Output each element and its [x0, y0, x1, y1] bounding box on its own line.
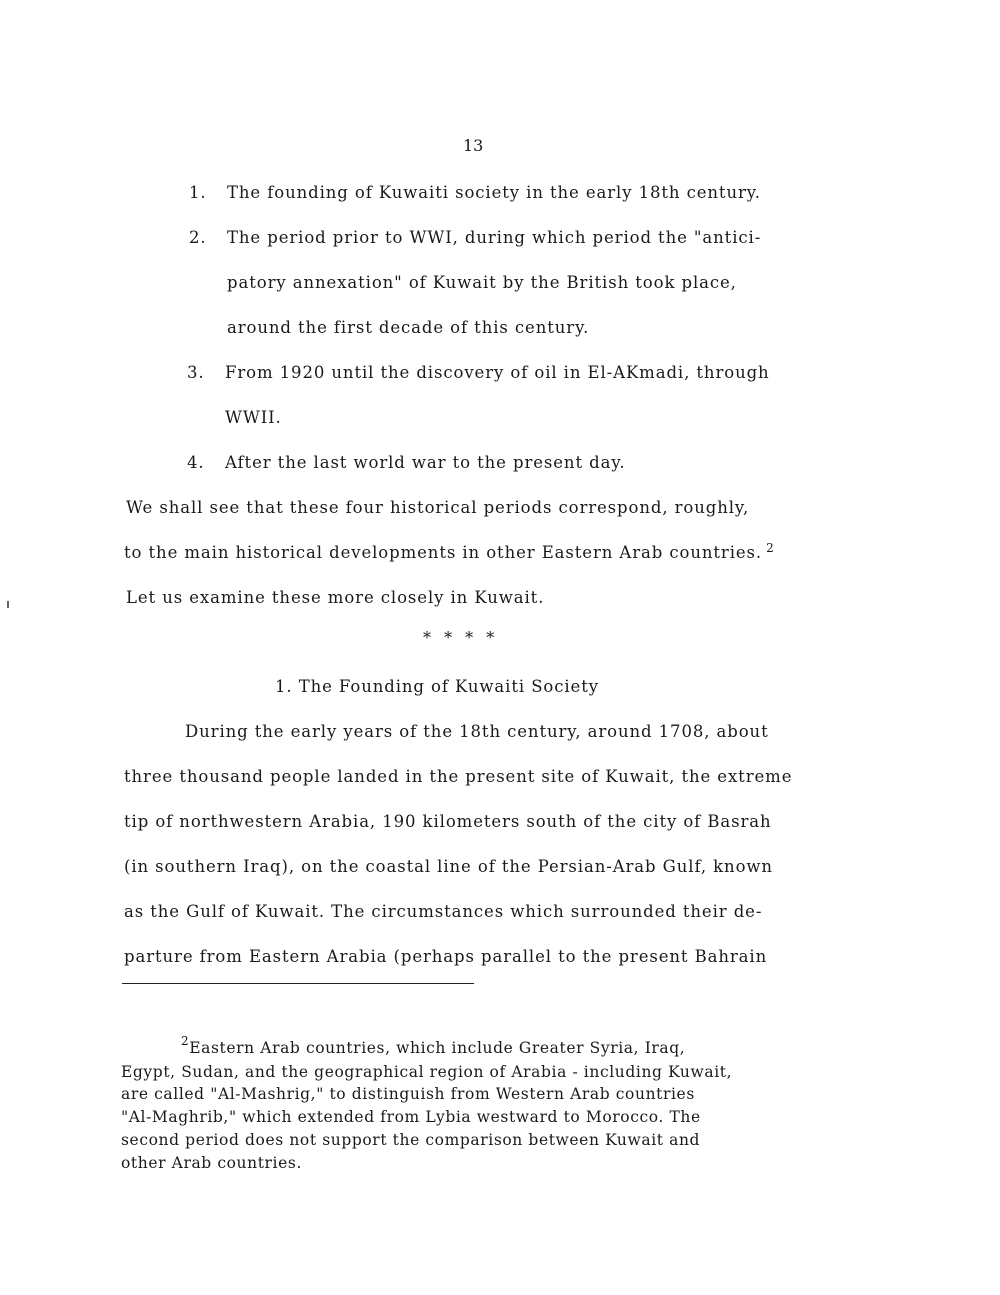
- footnote-line: Egypt, Sudan, and the geographical region of Arabia - including Kuwait,: [121, 1062, 733, 1081]
- footnote: [121, 1034, 733, 1174]
- footnote-line: "Al-Maghrib," which extended from Lybia westward to Morocco. The: [121, 1108, 701, 1127]
- period-text-continued: WWII.: [225, 408, 282, 427]
- footnote-line: are called "Al-Mashrig," to distinguish from Western Arab countries: [121, 1085, 695, 1104]
- footnote-line: other Arab countries.: [121, 1153, 302, 1172]
- paragraph-line: three thousand people landed in the present site of Kuwait, the extreme: [124, 767, 793, 786]
- period-number: 3.: [187, 363, 205, 382]
- period-number: 1.: [189, 183, 207, 202]
- period-text: The founding of Kuwaiti society in the early 18th century.: [227, 183, 761, 202]
- paragraph-line: We shall see that these four historical periods correspond, roughly,: [126, 498, 750, 517]
- period-text: From 1920 until the discovery of oil in El-AKmadi, through: [225, 363, 770, 382]
- period-number: 2.: [189, 228, 207, 247]
- paragraph-line: (in southern Iraq), on the coastal line of the Persian-Arab Gulf, known: [124, 857, 773, 876]
- paragraph-line: Let us examine these more closely in Kuwait.: [126, 588, 545, 607]
- period-item-1: [189, 183, 761, 202]
- period-item-4: [187, 453, 626, 472]
- period-number: 4.: [187, 453, 205, 472]
- footnote-text: Eastern Arab countries, which include Greater Syria, Iraq,: [189, 1039, 686, 1057]
- footnote-divider: [122, 983, 474, 984]
- footnote-marker: 2: [181, 1034, 190, 1048]
- paragraph-line: as the Gulf of Kuwait. The circumstances which surrounded their de-: [124, 902, 763, 921]
- period-text: After the last world war to the present day.: [225, 453, 626, 472]
- section-separator: * * * *: [423, 628, 499, 647]
- page-number: 13: [463, 136, 484, 155]
- paragraph-line: tip of northwestern Arabia, 190 kilometers south of the city of Basrah: [124, 812, 772, 831]
- footnote-line: second period does not support the comparison between Kuwait and: [121, 1130, 701, 1149]
- paragraph-line-text: to the main historical developments in other Eastern Arab countries.: [124, 543, 763, 562]
- scan-artifact-mark: [7, 601, 9, 608]
- footnote-reference: 2: [766, 541, 775, 555]
- period-text-continued: around the first decade of this century.: [227, 318, 590, 337]
- footnote-line: [121, 1034, 732, 1061]
- period-item-2: [189, 228, 761, 247]
- paragraph-line: During the early years of the 18th century, around 1708, about: [185, 722, 769, 741]
- paragraph-line: parture from Eastern Arabia (perhaps parallel to the present Bahrain: [124, 947, 768, 966]
- paragraph-line: [124, 543, 775, 562]
- period-text: The period prior to WWI, during which period the "antici-: [227, 228, 762, 247]
- period-text-continued: patory annexation" of Kuwait by the British took place,: [227, 273, 737, 292]
- period-item-3: [187, 363, 770, 382]
- section-heading: 1. The Founding of Kuwaiti Society: [275, 677, 599, 696]
